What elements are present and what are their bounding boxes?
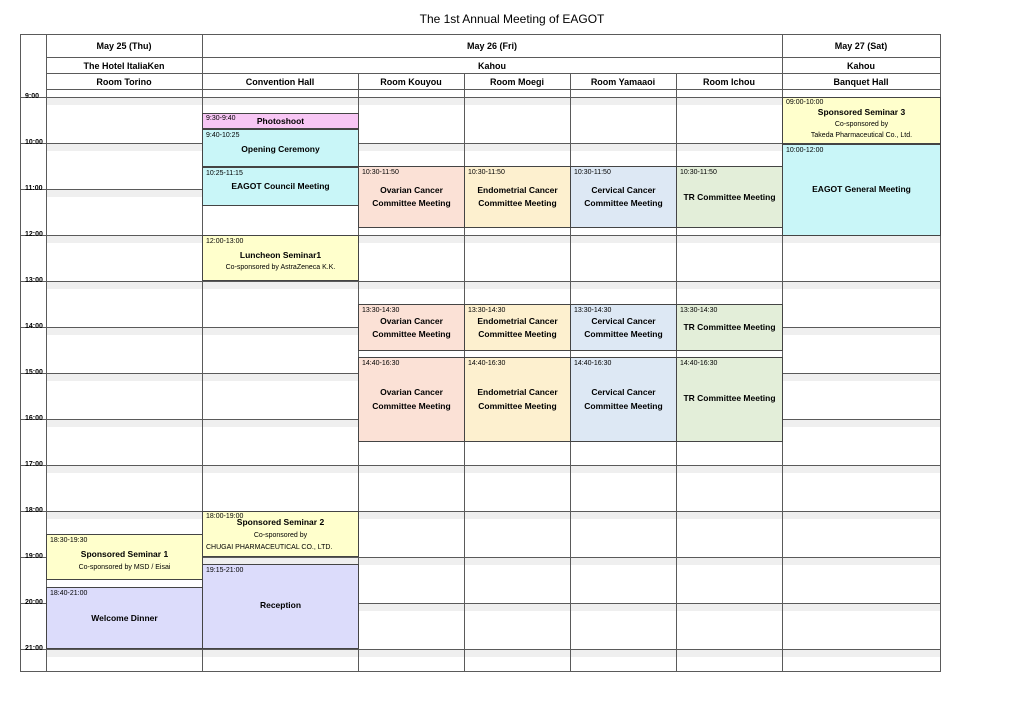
event-reception[interactable] (202, 564, 359, 649)
event-endometrial-committee[interactable] (464, 304, 571, 351)
room-header: Convention Hall (245, 76, 315, 87)
event-name: Opening Ceremony (241, 144, 320, 154)
event-time: 13:30-14:30 (468, 307, 506, 314)
event-name: Committee Meeting (584, 198, 663, 208)
event-time: 10:00-12:00 (786, 147, 824, 154)
event-cervical-committee[interactable] (570, 357, 677, 442)
event-time: 10:30-11:50 (574, 169, 611, 176)
event-council-meeting[interactable] (202, 167, 359, 206)
time-label: 11:00 (25, 185, 43, 192)
event-name: Cervical Cancer (591, 387, 656, 397)
grid-line (20, 671, 941, 672)
event-time: 18:40-21:00 (50, 590, 88, 597)
event-cosponsor: Co-sponsored by (834, 121, 889, 128)
event-cervical-committee[interactable] (570, 304, 677, 351)
event-cervical-committee[interactable] (570, 166, 677, 228)
event-name: Reception (259, 600, 302, 610)
event-general-meeting[interactable] (782, 144, 941, 236)
hour-line (20, 511, 941, 512)
time-label: 17:00 (25, 461, 43, 468)
event-name: Committee Meeting (584, 329, 663, 339)
event-name: EAGOT General Meeting (812, 184, 911, 194)
event-opening-ceremony[interactable] (202, 129, 359, 167)
event-photoshoot[interactable] (202, 113, 359, 129)
event-luncheon-seminar[interactable] (202, 235, 359, 281)
venue-header: The Hotel ItaliaKen (83, 60, 165, 71)
event-tr-committee[interactable] (676, 357, 783, 442)
event-name: Photoshoot (256, 116, 305, 126)
event-time: 18:00-19:00 (206, 513, 244, 520)
time-band (46, 511, 941, 519)
event-name: Welcome Dinner (91, 613, 158, 623)
event-name: EAGOT Council Meeting (231, 181, 330, 191)
event-name: Committee Meeting (372, 198, 451, 208)
event-time: 09:00-10:00 (786, 99, 824, 106)
time-label: 16:00 (25, 415, 43, 422)
event-name: Committee Meeting (372, 329, 451, 339)
event-name: Luncheon Seminar1 (239, 250, 322, 260)
event-name: Endometrial Cancer (477, 185, 558, 195)
event-cosponsor: Co-sponsored by AstraZeneca K.K. (225, 264, 336, 271)
event-time: 13:30-14:30 (574, 307, 612, 314)
event-name: Committee Meeting (584, 401, 663, 411)
event-name: Cervical Cancer (591, 185, 656, 195)
event-sponsored-seminar-2[interactable] (202, 511, 359, 557)
event-name: Sponsored Seminar 2 (236, 517, 325, 527)
event-time: 14:40-16:30 (468, 360, 506, 367)
event-name: Sponsored Seminar 1 (80, 549, 169, 559)
event-cosponsor: Co-sponsored by MSD / Eisai (78, 564, 171, 571)
event-sponsored-seminar-1[interactable] (46, 534, 203, 580)
time-label: 21:00 (25, 645, 43, 652)
day-header: May 26 (Fri) (466, 41, 517, 51)
event-time: 19:15-21:00 (206, 567, 244, 574)
hour-line (20, 649, 941, 650)
event-name: Ovarian Cancer (380, 387, 443, 397)
event-ovarian-committee[interactable] (358, 304, 465, 351)
event-name: Endometrial Cancer (477, 316, 558, 326)
event-time: 18:30-19:30 (50, 537, 88, 544)
event-sponsored-seminar-3[interactable] (782, 97, 941, 144)
venue-header: Kahou (478, 60, 506, 71)
event-time: 14:40-16:30 (574, 360, 612, 367)
event-time: 14:40-16:30 (362, 360, 400, 367)
event-time: 13:30-14:30 (680, 307, 718, 314)
room-header: Room Yamaaoi (590, 76, 656, 87)
time-label: 13:00 (25, 277, 43, 284)
event-name: TR Committee Meeting (683, 192, 776, 202)
grid-line (20, 34, 21, 672)
event-name: Sponsored Seminar 3 (817, 107, 906, 117)
event-time: 10:25-11:15 (206, 170, 243, 177)
room-header: Room Ichou (703, 76, 755, 87)
event-time: 10:30-11:50 (468, 169, 505, 176)
day-header: May 25 (Thu) (96, 41, 152, 51)
time-band (46, 465, 941, 473)
event-time: 14:40-16:30 (680, 360, 718, 367)
time-label: 12:00 (25, 231, 43, 238)
event-name: TR Committee Meeting (683, 322, 776, 332)
event-cosponsor: CHUGAI PHARMACEUTICAL CO., LTD. (206, 544, 333, 551)
page-title: The 1st Annual Meeting of EAGOT (419, 12, 605, 26)
event-cosponsor: Co-sponsored by (253, 532, 308, 539)
event-cosponsor: Takeda Pharmaceutical Co., Ltd. (810, 132, 913, 139)
event-time: 9:40-10:25 (206, 132, 240, 139)
room-header: Room Moegi (490, 76, 544, 87)
event-endometrial-committee[interactable] (464, 166, 571, 228)
time-label: 9:00 (25, 93, 40, 100)
time-band (46, 235, 941, 243)
room-header: Banquet Hall (833, 76, 889, 87)
event-name: Cervical Cancer (591, 316, 656, 326)
event-endometrial-committee[interactable] (464, 357, 571, 442)
venue-header: Kahou (847, 60, 875, 71)
time-band (46, 649, 941, 657)
time-label: 14:00 (25, 323, 43, 330)
event-ovarian-committee[interactable] (358, 357, 465, 442)
room-header: Room Torino (96, 76, 152, 87)
event-name: Endometrial Cancer (477, 387, 558, 397)
event-tr-committee[interactable] (676, 304, 783, 351)
grid-line (46, 89, 941, 90)
event-name: Committee Meeting (478, 401, 557, 411)
time-label: 20:00 (25, 599, 43, 606)
time-label: 18:00 (25, 507, 43, 514)
event-welcome-dinner[interactable] (46, 587, 203, 649)
event-tr-committee[interactable] (676, 166, 783, 228)
room-header: Room Kouyou (380, 76, 442, 87)
event-time: 13:30-14:30 (362, 307, 400, 314)
event-name: Committee Meeting (372, 401, 451, 411)
event-name: Ovarian Cancer (380, 185, 443, 195)
event-name: Committee Meeting (478, 198, 557, 208)
event-name: TR Committee Meeting (683, 393, 776, 403)
event-time: 10:30-11:50 (362, 169, 399, 176)
day-header: May 27 (Sat) (834, 41, 888, 51)
event-time: 10:30-11:50 (680, 169, 717, 176)
event-name: Ovarian Cancer (380, 316, 443, 326)
hour-line (20, 465, 941, 466)
event-name: Committee Meeting (478, 329, 557, 339)
event-ovarian-committee[interactable] (358, 166, 465, 228)
time-label: 19:00 (25, 553, 43, 560)
event-time: 12:00-13:00 (206, 238, 244, 245)
schedule-grid (20, 34, 941, 672)
event-time: 9:30-9:40 (206, 115, 236, 122)
hour-line (20, 281, 941, 282)
time-label: 15:00 (25, 369, 43, 376)
time-label: 10:00 (25, 139, 43, 146)
time-band (46, 281, 941, 289)
